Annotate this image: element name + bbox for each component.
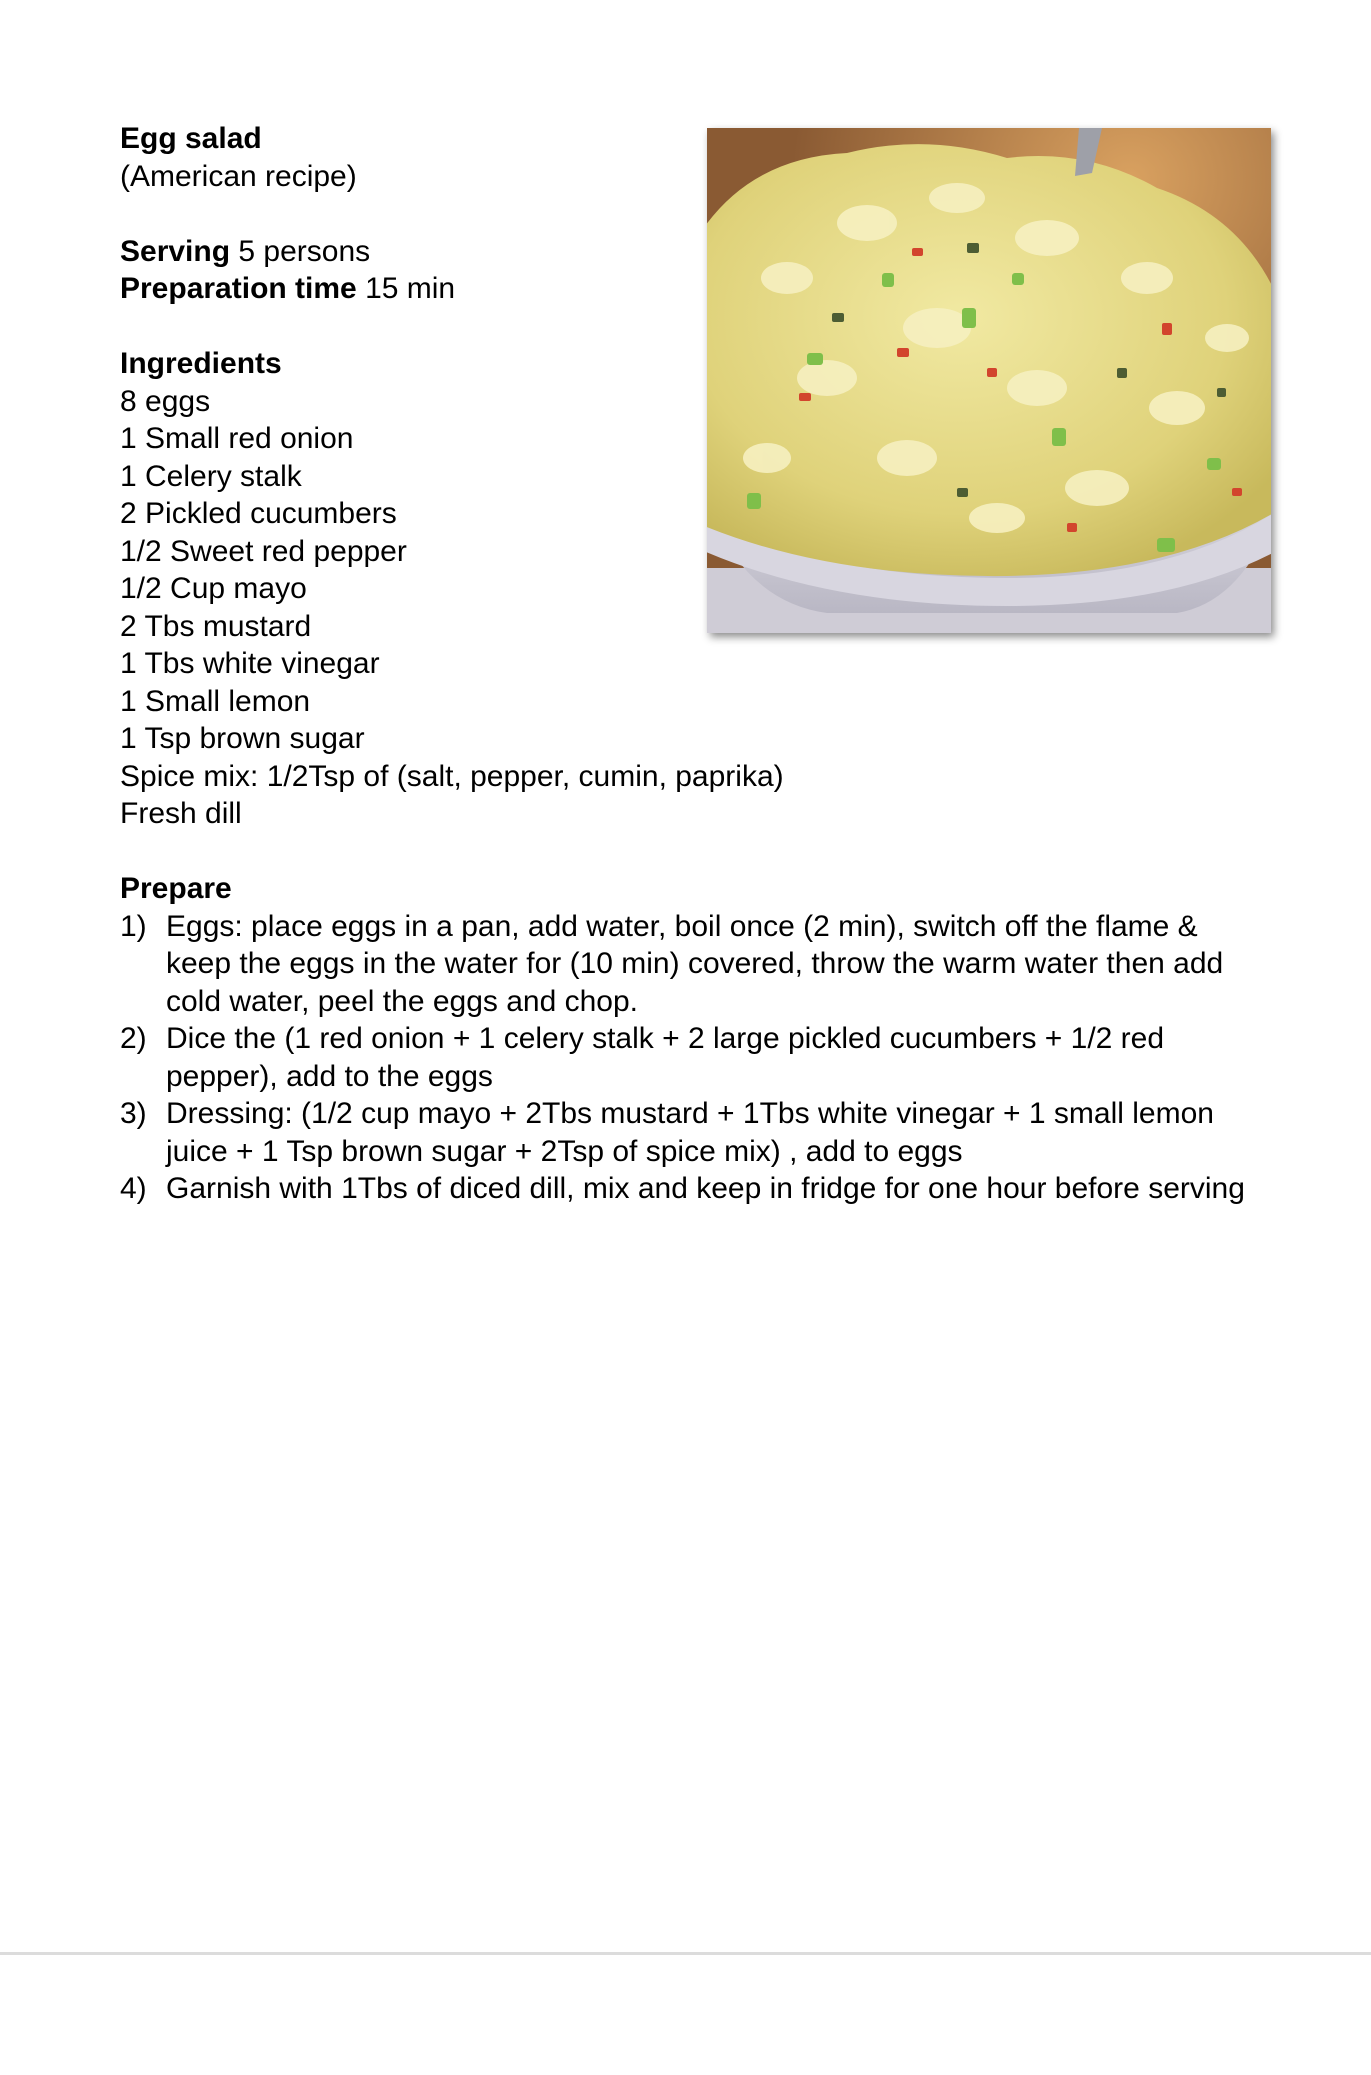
prepare-step (120, 1095, 1260, 1170)
ingredient-item: Spice mix: 1/2Tsp of (salt, pepper, cumin, paprika) (120, 759, 784, 793)
ingredient-item: 2 Pickled cucumbers (120, 497, 397, 530)
ingredient-item: 1/2 Sweet red pepper (120, 534, 407, 568)
prepare-heading: Prepare (120, 872, 232, 905)
prep-time-label: Preparation time (120, 272, 357, 305)
recipe-title: Egg salad (120, 122, 262, 155)
prepare-step (120, 908, 1260, 1021)
step-text: Dice the (1 red onion + 1 celery stalk + 2 large pickled cucumbers + 1/2 red pepper), add to the eggs (166, 1022, 1165, 1093)
ingredient-item: 1 Celery stalk (120, 459, 302, 493)
ingredient-item: 1 Small red onion (120, 422, 354, 455)
ingredients-heading: Ingredients (120, 347, 282, 380)
ingredient-item: Fresh dill (120, 797, 242, 830)
step-number: 3) (120, 1097, 147, 1130)
step-number: 2) (120, 1022, 147, 1055)
egg-salad-photo (707, 128, 1271, 633)
prep-time-value: 15 min (356, 272, 456, 305)
prepare-step (120, 1020, 1260, 1095)
ingredient-item: 1 Small lemon (120, 684, 311, 718)
step-number: 1) (120, 909, 147, 943)
page-divider (0, 1952, 1371, 1955)
ingredient-item: 1 Tbs white vinegar (120, 647, 380, 680)
ingredient-item: 1 Tsp brown sugar (120, 722, 365, 755)
prepare-steps (120, 908, 1260, 1208)
step-text: Eggs: place eggs in a pan, add water, boil once (2 min), switch off the flame & keep the eggs in the water for (10 min) covered, throw the warm water then add cold water, peel the eggs and chop. (166, 909, 1224, 1018)
prepare-step (120, 1170, 1260, 1208)
serving-label: Serving (120, 234, 231, 268)
ingredient-item: 8 eggs (120, 384, 211, 418)
ingredient-item: 2 Tbs mustard (120, 609, 312, 643)
recipe-subtitle: (American recipe) (120, 159, 357, 193)
step-text: Garnish with 1Tbs of diced dill, mix and keep in fridge for one hour before serving (166, 1172, 1245, 1205)
serving-value: 5 persons (230, 234, 371, 268)
step-number: 4) (120, 1172, 147, 1205)
step-text: Dressing: (1/2 cup mayo + 2Tbs mustard + 1Tbs white vinegar + 1 small lemon juice + 1 Tsp brown sugar + 2Tsp of spice mix) , add to eggs (166, 1097, 1214, 1168)
ingredient-item: 1/2 Cup mayo (120, 572, 307, 605)
